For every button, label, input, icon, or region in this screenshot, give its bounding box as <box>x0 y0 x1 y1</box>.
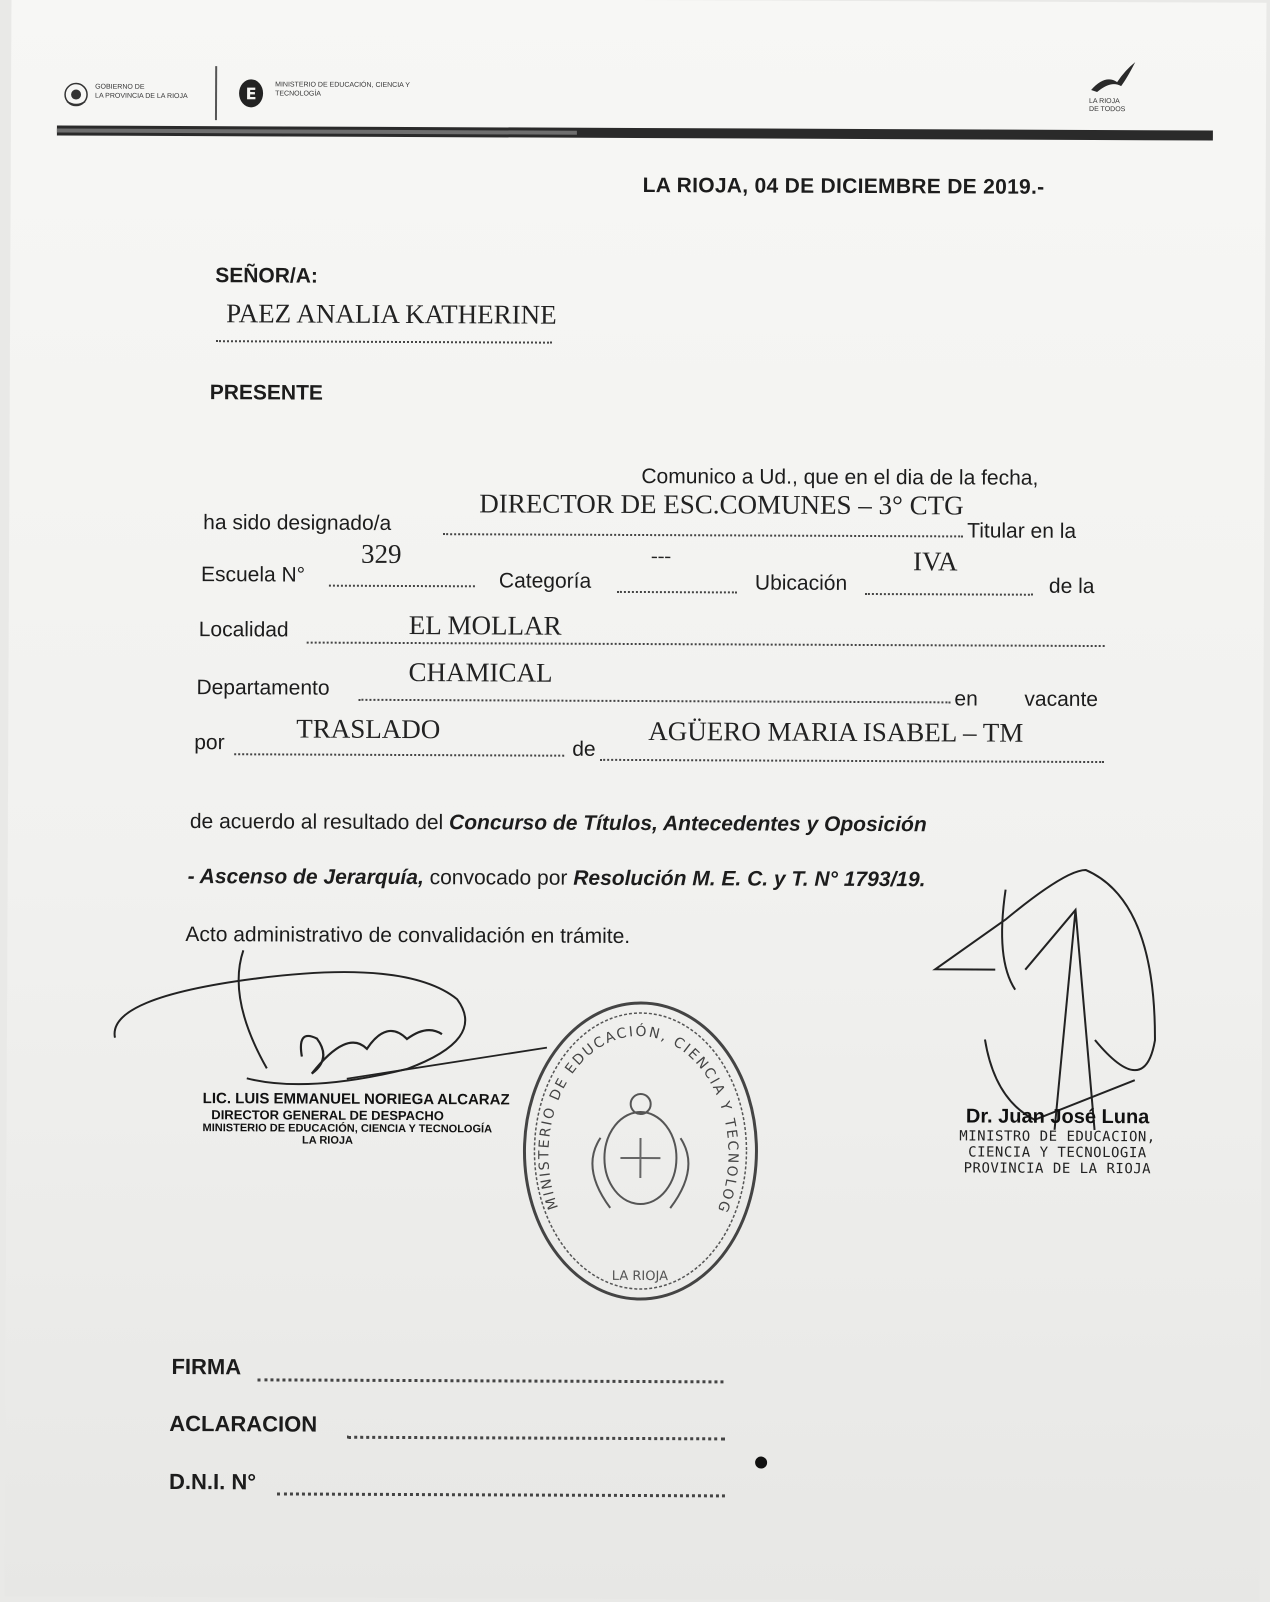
ubicacion-label: Ubicación <box>754 571 848 595</box>
en-label: en <box>954 687 978 711</box>
svg-text:MINISTERIO DE EDUCACIÓN, CIENC: MINISTERIO DE EDUCACIÓN, CIENCIA Y TECNOLOGÍA <box>513 985 741 1217</box>
left-signature-graphic <box>107 938 558 1100</box>
brand-text <box>1089 98 1125 114</box>
document-date: LA RIOJA, 04 DE DICIEMBRE DE 2019.- <box>642 174 1045 199</box>
por-value: TRASLADO <box>296 713 441 745</box>
departamento-dotted-line <box>358 699 950 704</box>
la-rioja-brand-icon <box>1087 60 1137 96</box>
minister-name: Dr. Juan José Luna <box>965 1105 1150 1129</box>
de-dotted-line <box>600 759 1104 763</box>
minister-title-2: CIENCIA Y TECNOLOGIA <box>968 1144 1147 1162</box>
ink-spot <box>755 1457 767 1469</box>
designado-label: ha sido designado/a <box>203 511 392 535</box>
left-signer-title: DIRECTOR GENERAL DE DESPACHO <box>211 1107 444 1124</box>
departamento-value: CHAMICAL <box>408 657 553 688</box>
minister-title-1: MINISTRO DE EDUCACION, <box>959 1128 1156 1146</box>
escuela-label: Escuela N° <box>200 563 306 587</box>
svg-text:LA RIOJA: LA RIOJA <box>611 1268 669 1285</box>
salutation: SEÑOR/A: <box>215 264 319 288</box>
brand-line-2: DE TODOS <box>1088 105 1126 114</box>
ministry-seal-stamp <box>513 985 763 1304</box>
presente-label: PRESENTE <box>209 381 324 405</box>
left-signature-block <box>202 1090 510 1147</box>
province-emblem-icon <box>63 81 89 107</box>
minister-title-3: PROVINCIA DE LA RIOJA <box>963 1160 1152 1178</box>
de-la-label: de la <box>1048 574 1095 599</box>
vacante-label: vacante <box>1024 687 1099 712</box>
departamento-label: Departamento <box>196 676 330 700</box>
de-value: AGÜERO MARIA ISABEL – TM <box>648 716 1024 748</box>
paragraph-1-text: de acuerdo al resultado del <box>189 810 450 835</box>
header-divider <box>215 66 217 120</box>
firma-dotted-line <box>257 1378 723 1383</box>
localidad-label: Localidad <box>198 618 289 642</box>
titular-label: Titular en la <box>967 519 1077 543</box>
left-signer-name: LIC. LUIS EMMANUEL NORIEGA ALCARAZ <box>202 1090 510 1109</box>
por-dotted-line <box>234 753 564 756</box>
paragraph-2-text: convocado por <box>423 866 574 890</box>
concurso-title: Concurso de Títulos, Antecedentes y Oposición <box>449 811 927 837</box>
paragraph-1 <box>190 810 927 837</box>
categoria-value: --- <box>651 545 672 568</box>
ascenso-title: - Ascenso de Jerarquía, <box>187 865 424 890</box>
dni-dotted-line <box>277 1492 725 1497</box>
localidad-dotted-line <box>307 642 1105 647</box>
por-label: por <box>194 731 225 755</box>
categoria-dotted-line <box>617 591 737 594</box>
firma-label: FIRMA <box>171 1353 242 1380</box>
de-label: de <box>572 737 596 761</box>
escuela-number: 329 <box>361 538 402 569</box>
aclaracion-dotted-line <box>347 1436 725 1441</box>
cargo-value: DIRECTOR DE ESC.COMUNES – 3° CTG <box>479 488 964 521</box>
gov-header-text <box>95 83 188 101</box>
dni-label: D.N.I. N° <box>168 1468 257 1495</box>
ministry-header-text <box>275 80 410 99</box>
ministry-line-2: TECNOLOGÍA <box>275 90 321 98</box>
aclaracion-label: ACLARACION <box>169 1410 318 1437</box>
left-signer-place: LA RIOJA <box>302 1134 354 1147</box>
escuela-dotted-line <box>329 585 475 588</box>
left-signer-org: MINISTERIO DE EDUCACIÓN, CIENCIA Y TECNOLOGÍA <box>202 1122 493 1136</box>
gov-line-2: LA PROVINCIA DE LA RIOJA <box>95 92 188 101</box>
categoria-label: Categoría <box>498 569 592 593</box>
ministry-logo-icon <box>237 78 265 108</box>
intro-text: Comunico a Ud., que en el dia de la fecha, <box>641 465 1039 490</box>
paragraph-3: Acto administrativo de convalidación en trámite. <box>185 923 631 948</box>
resolucion-reference: Resolución M. E. C. y T. N° 1793/19. <box>573 866 926 892</box>
cargo-dotted-line <box>443 533 963 537</box>
brand-line-1: LA RIOJA <box>1089 97 1120 106</box>
svg-text:E: E <box>245 84 257 104</box>
localidad-value: EL MOLLAR <box>408 610 562 641</box>
right-signature-graphic <box>925 839 1176 1140</box>
right-signature-block <box>946 1105 1168 1177</box>
paragraph-2 <box>188 865 926 892</box>
ubicacion-dotted-line <box>865 593 1033 596</box>
document-page <box>5 0 1267 1602</box>
ubicacion-value: IVA <box>912 546 958 577</box>
recipient-dotted-line <box>216 340 552 343</box>
gov-line-1: GOBIERNO DE <box>95 83 145 91</box>
ministry-line-1: MINISTERIO DE EDUCACIÓN, CIENCIA Y <box>275 81 410 90</box>
recipient-name: PAEZ ANALIA KATHERINE <box>226 298 557 330</box>
